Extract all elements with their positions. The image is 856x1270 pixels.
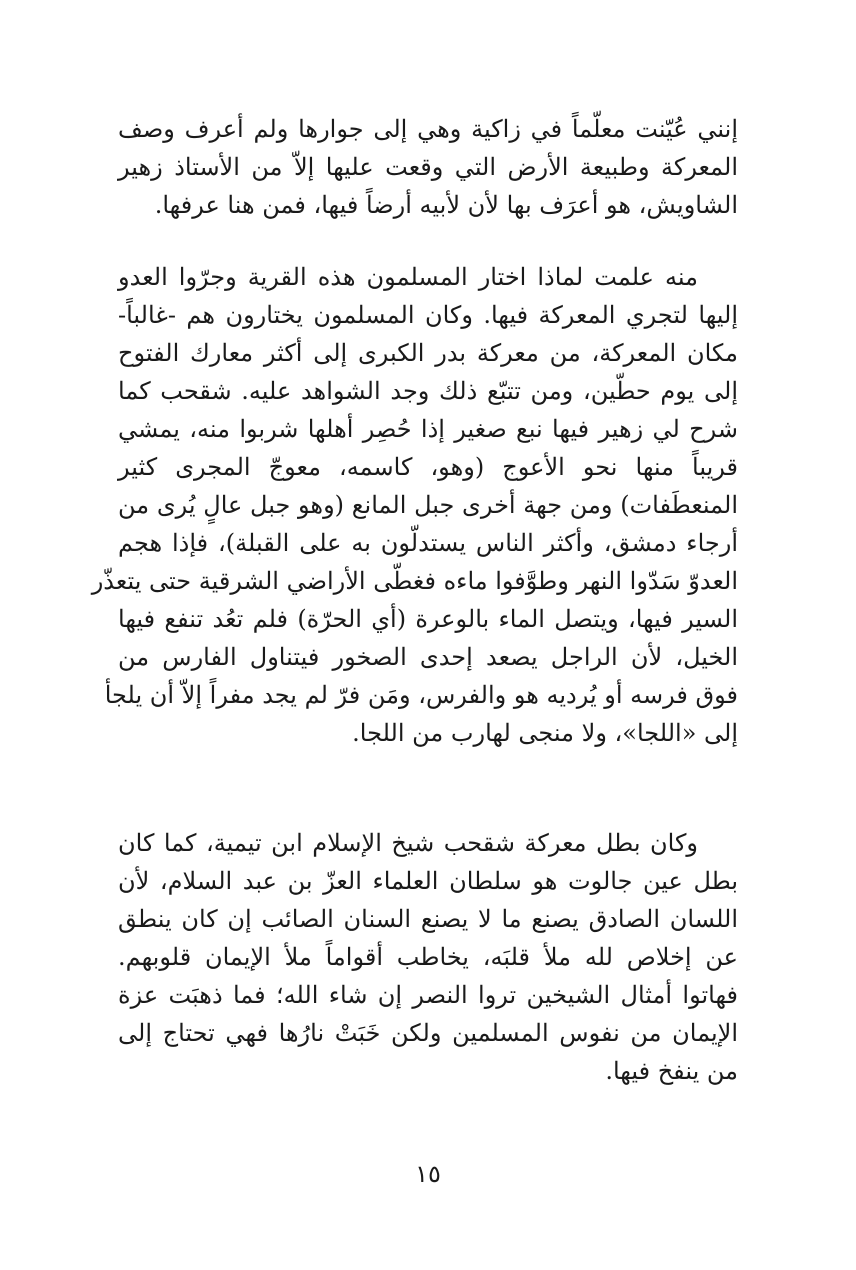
paragraph-line: إلى «اللجا»، ولا منجى لهارب من اللجا.	[352, 719, 738, 747]
paragraph-line: منه علمت لماذا اختار المسلمون هذه القرية وجرّوا العدو	[118, 263, 698, 291]
paragraph-line: إلى يوم حطّين، ومن تتبّع ذلك وجد الشواهد عليه. شقحب كما	[118, 377, 738, 405]
paragraph-line: فوق فرسه أو يُرديه هو والفرس، ومَن فرّ لم يجد مفراً إلاّ أن يلجأ	[104, 681, 738, 709]
paragraph-line: وكان بطل معركة شقحب شيخ الإسلام ابن تيمية، كما كان	[118, 829, 698, 857]
paragraph-line: فهاتوا أمثال الشيخين تروا النصر إن شاء الله؛ فما ذهبَت عزة	[118, 981, 738, 1009]
paragraph-line: إنني عُيّنت معلّماً في زاكية وهي إلى جوارها ولم أعرف وصف	[118, 115, 738, 143]
paragraph-line: شرح لي زهير فيها نبع صغير إذا حُصِر أهلها شربوا منه، يمشي	[118, 415, 738, 443]
paragraph-line: المعركة وطبيعة الأرض التي وقعت عليها إلاّ من الأستاذ زهير	[118, 153, 738, 181]
paragraph-3	[118, 824, 738, 1090]
paragraph-line: الشاويش، هو أعرَف بها لأن لأبيه أرضاً فيها، فمن هنا عرفها.	[154, 191, 738, 219]
paragraph-line: من ينفخ فيها.	[605, 1057, 738, 1085]
paragraph-line: الإيمان من نفوس المسلمين ولكن خَبَتْ نارُها فهي تحتاج إلى	[118, 1019, 739, 1047]
paragraph-line: العدوّ سَدّوا النهر وطوَّفوا ماءه فغطّى الأراضي الشرقية حتى يتعذّر	[91, 567, 738, 595]
paragraph-line: السير فيها، ويتصل الماء بالوعرة (أي الحرّة) فلم تعُد تنفع فيها	[118, 605, 738, 633]
paragraph-line: المنعطَفات) ومن جهة أخرى جبل المانع (وهو جبل عالٍ يُرى من	[118, 491, 738, 519]
paragraph-2	[91, 258, 738, 752]
paragraph-line: مكان المعركة، من معركة بدر الكبرى إلى أكثر معارك الفتوح	[118, 339, 738, 367]
page-number: ١٥	[415, 1160, 441, 1188]
paragraph-line: إليها لتجري المعركة فيها. وكان المسلمون يختارون هم -غالباً-	[118, 301, 738, 329]
paragraph-line: الخيل، لأن الراجل يصعد إحدى الصخور فيتناول الفارس من	[118, 643, 738, 671]
paragraph-line: عن إخلاص لله ملأ قلبَه، يخاطب أقواماً ملأ الإيمان قلوبهم.	[118, 943, 738, 971]
paragraph-line: اللسان الصادق يصنع ما لا يصنع السنان الصائب إن كان ينطق	[118, 905, 738, 933]
paragraph-line: بطل عين جالوت هو سلطان العلماء العزّ بن عبد السلام، لأن	[118, 867, 738, 895]
paragraph-1	[118, 110, 738, 224]
paragraph-line: قريباً منها نحو الأعوج (وهو، كاسمه، معوجّ المجرى كثير	[118, 453, 738, 481]
paragraph-line: أرجاء دمشق، وأكثر الناس يستدلّون به على القبلة)، فإذا هجم	[118, 529, 738, 557]
